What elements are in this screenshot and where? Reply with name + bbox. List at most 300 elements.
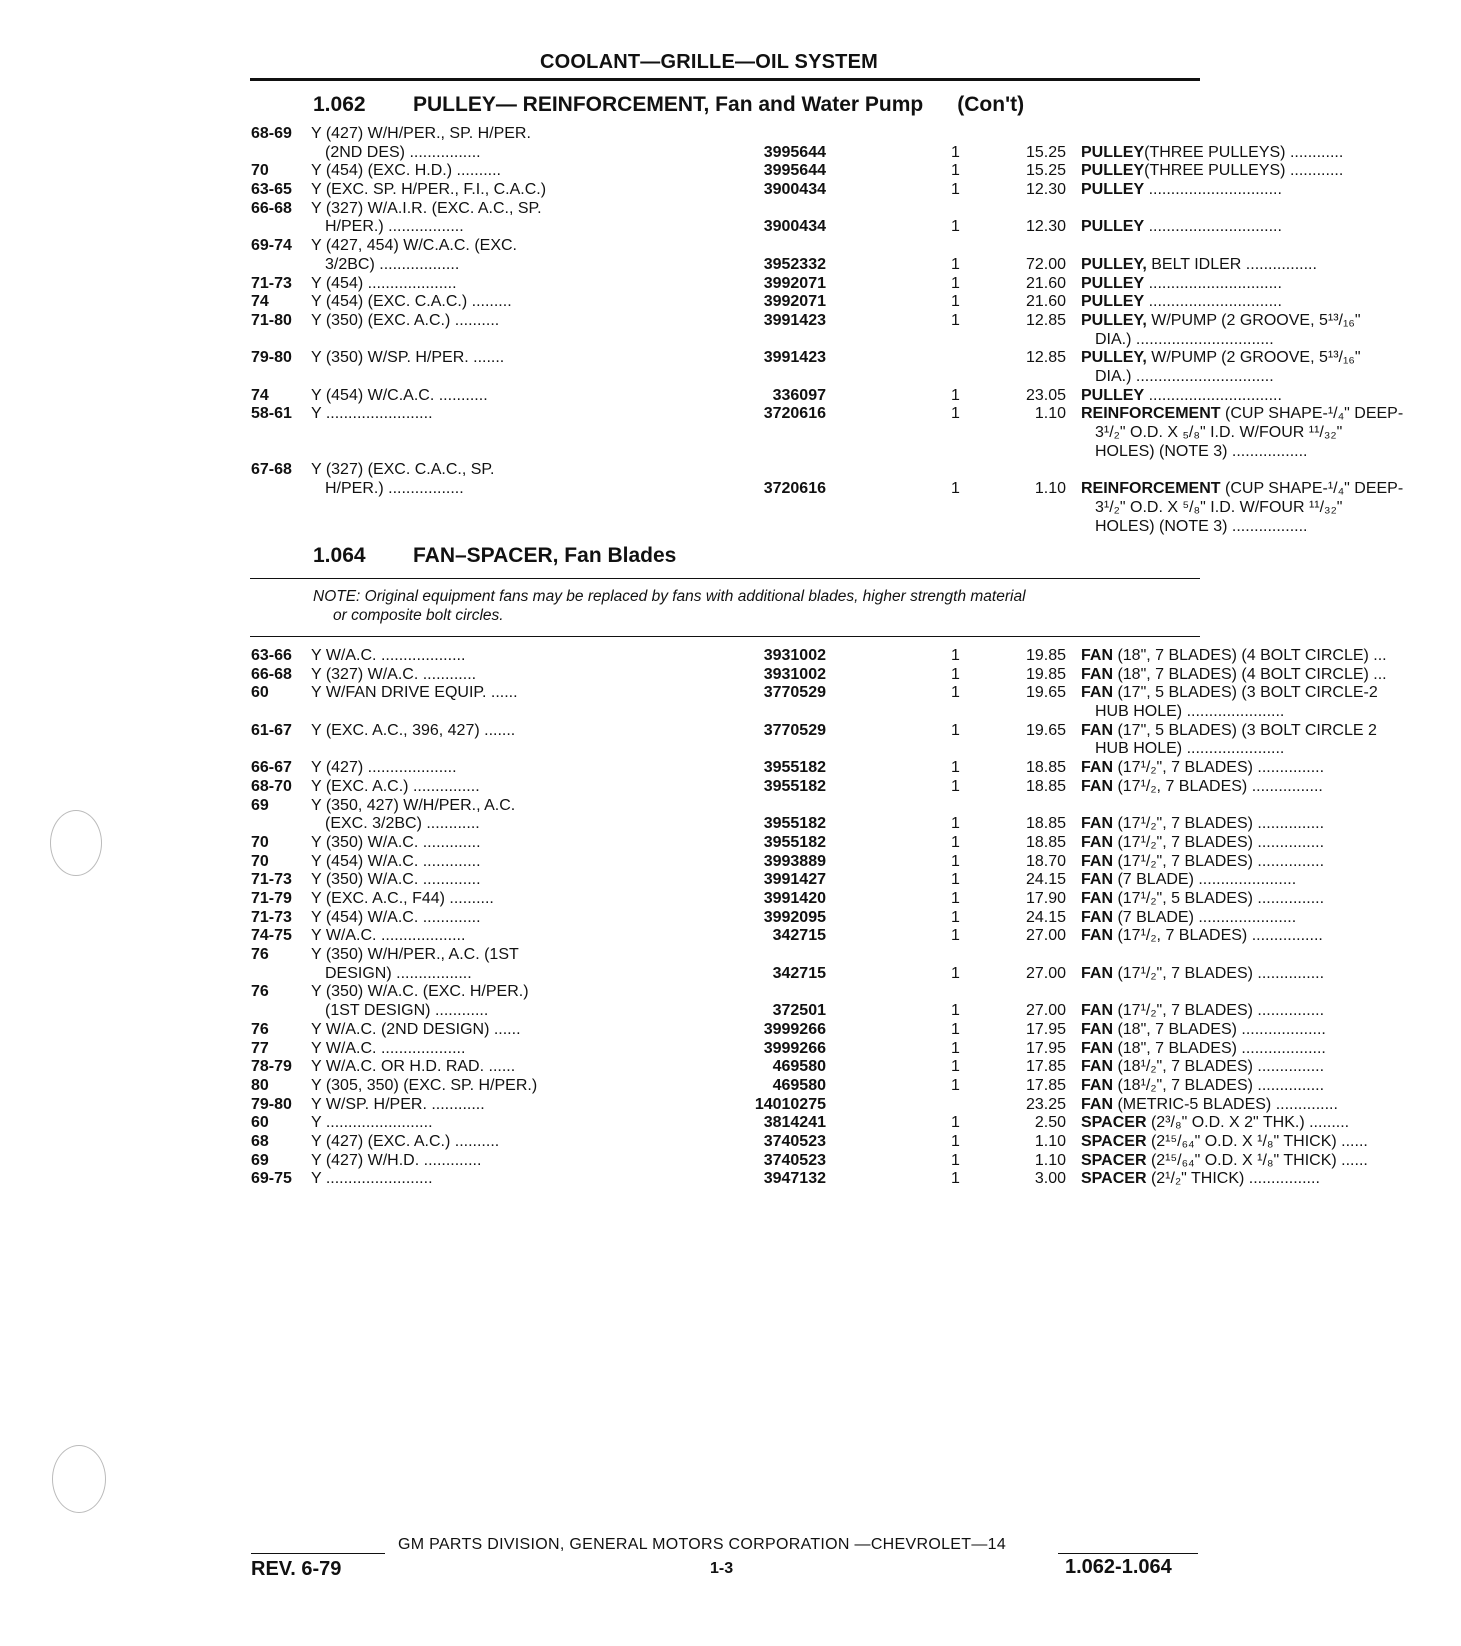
quantity: 1 bbox=[951, 1114, 960, 1132]
note-line: NOTE: Original equipment fans may be replaced by fans with additional blades, higher strength material bbox=[313, 588, 1026, 605]
description-line bbox=[1081, 349, 1461, 368]
description-line bbox=[1081, 684, 1461, 703]
description bbox=[1081, 144, 1461, 163]
model-years: 68 bbox=[251, 1132, 269, 1150]
price: 24.15 bbox=[1025, 908, 1066, 926]
note-line: or composite bolt circles. bbox=[333, 607, 504, 624]
description-keyword: FAN bbox=[1081, 1020, 1113, 1038]
part-number: 3991423 bbox=[763, 349, 826, 367]
model-years: 66-68 bbox=[251, 199, 292, 217]
description-keyword: FAN bbox=[1081, 889, 1113, 907]
description bbox=[1081, 218, 1461, 237]
description-detail: (18¹/₂", 7 BLADES) ............... bbox=[1113, 1058, 1325, 1076]
description bbox=[1081, 1002, 1461, 1021]
price: 12.85 bbox=[1025, 311, 1066, 329]
quantity: 1 bbox=[951, 647, 960, 664]
price: 19.65 bbox=[1025, 684, 1066, 702]
description bbox=[1081, 349, 1461, 386]
model-years: 60 bbox=[251, 684, 269, 702]
description bbox=[1081, 684, 1461, 721]
footer-section-range: 1.062-1.064 bbox=[1065, 1556, 1172, 1578]
model-years: 63-65 bbox=[251, 181, 292, 199]
section-title: PULLEY— REINFORCEMENT, Fan and Water Pump bbox=[413, 93, 924, 116]
model-years: 68-69 bbox=[251, 125, 292, 142]
application-line: Y (EXC. A.C., 396, 427) ....... bbox=[311, 721, 516, 739]
price: 15.25 bbox=[1025, 162, 1066, 180]
part-number: 3999266 bbox=[763, 1039, 826, 1057]
model-years: 77 bbox=[251, 1039, 269, 1057]
price: 21.60 bbox=[1025, 293, 1066, 311]
description-line: HOLES) (NOTE 3) ................. bbox=[1095, 517, 1308, 535]
description-detail: W/PUMP (2 GROOVE, 5¹³/₁₆" bbox=[1146, 349, 1361, 367]
description-keyword: FAN bbox=[1081, 1039, 1113, 1057]
application-line: Y W/A.C. ................... bbox=[311, 647, 466, 664]
description-line bbox=[1081, 1021, 1461, 1040]
model-years: 74 bbox=[251, 293, 269, 311]
fan-table bbox=[251, 647, 1387, 1189]
description-detail: (7 BLADE) ...................... bbox=[1113, 908, 1297, 926]
table-row bbox=[251, 181, 1282, 200]
table-row bbox=[251, 721, 1377, 759]
note-top-rule bbox=[250, 578, 1200, 579]
model-years: 61-67 bbox=[251, 721, 292, 739]
description-keyword: SPACER bbox=[1081, 1114, 1147, 1132]
description-line bbox=[1081, 1058, 1461, 1077]
quantity: 1 bbox=[951, 1058, 960, 1076]
part-number: 3991427 bbox=[763, 871, 826, 889]
quantity: 1 bbox=[951, 852, 960, 870]
description-line bbox=[1081, 666, 1461, 685]
punch-hole-mark bbox=[50, 810, 102, 876]
quantity: 1 bbox=[951, 1039, 960, 1057]
model-years: 63-66 bbox=[251, 647, 292, 664]
table-row bbox=[251, 461, 1404, 535]
application-line: H/PER.) ................. bbox=[325, 480, 464, 498]
quantity: 1 bbox=[951, 684, 960, 702]
description-line bbox=[1081, 387, 1461, 406]
description-line: 3¹/₂" O.D. X ⁵/₈" I.D. W/FOUR ¹¹/₃₂" bbox=[1095, 498, 1343, 516]
description-keyword: SPACER bbox=[1081, 1151, 1147, 1169]
part-number: 469580 bbox=[772, 1058, 826, 1076]
note-bottom-rule bbox=[250, 636, 1200, 637]
quantity: 1 bbox=[951, 162, 960, 180]
application-line: Y (327) W/A.I.R. (EXC. A.C., SP. bbox=[311, 199, 542, 217]
quantity: 1 bbox=[951, 143, 960, 161]
description bbox=[1081, 1040, 1461, 1059]
application-line: Y W/A.C. OR H.D. RAD. ...... bbox=[311, 1058, 516, 1076]
table-row bbox=[251, 293, 1282, 312]
description-line bbox=[1081, 1152, 1461, 1171]
description-line bbox=[1081, 256, 1461, 275]
application-line: Y W/A.C. ................... bbox=[311, 1039, 466, 1057]
description-line bbox=[1081, 1114, 1461, 1133]
quantity: 1 bbox=[951, 218, 960, 236]
model-years: 80 bbox=[251, 1076, 269, 1094]
description-line bbox=[1081, 647, 1461, 666]
price: 3.00 bbox=[1034, 1170, 1066, 1188]
table-row bbox=[251, 833, 1325, 853]
quantity: 1 bbox=[951, 1002, 960, 1020]
model-years: 71-79 bbox=[251, 889, 292, 907]
part-number: 3770529 bbox=[763, 721, 826, 739]
quantity: 1 bbox=[951, 721, 960, 739]
description-line: 3¹/₂" O.D. X ₅/₈" I.D. W/FOUR ¹¹/₃₂" bbox=[1095, 424, 1343, 442]
description-detail: (17¹/₂", 7 BLADES) ............... bbox=[1113, 1002, 1325, 1020]
footer-rule bbox=[251, 1553, 385, 1554]
price: 27.00 bbox=[1025, 1002, 1066, 1020]
description-detail: (METRIC-5 BLADES) .............. bbox=[1113, 1095, 1338, 1113]
description-keyword: PULLEY bbox=[1081, 293, 1145, 311]
description-detail: (2¹/₂" THICK) ................ bbox=[1146, 1170, 1320, 1188]
price: 24.15 bbox=[1025, 871, 1066, 889]
part-number: 3995644 bbox=[763, 162, 826, 180]
description-line: DIA.) ............................... bbox=[1095, 368, 1274, 386]
punch-hole-mark bbox=[52, 1445, 106, 1513]
description-detail: (17¹/₂, 7 BLADES) ................ bbox=[1113, 777, 1323, 795]
description-detail: .............................. bbox=[1144, 293, 1282, 311]
model-years: 70 bbox=[251, 833, 269, 851]
price: 19.65 bbox=[1025, 721, 1066, 739]
description-detail: .............................. bbox=[1144, 386, 1282, 404]
description-line: HOLES) (NOTE 3) ................. bbox=[1095, 442, 1308, 460]
description-line bbox=[1081, 218, 1461, 237]
table-row bbox=[251, 1151, 1368, 1171]
price: 27.00 bbox=[1025, 927, 1066, 945]
description-keyword: FAN bbox=[1081, 871, 1113, 889]
application-line: Y (454) W/C.A.C. ........... bbox=[311, 386, 488, 404]
description-detail: (2¹⁵/₆₄" O.D. X ¹/₈" THICK) ...... bbox=[1146, 1151, 1368, 1169]
description-keyword: SPACER bbox=[1081, 1170, 1147, 1188]
description bbox=[1081, 666, 1461, 685]
description-keyword: FAN bbox=[1081, 927, 1113, 945]
table-row bbox=[251, 983, 1325, 1020]
application-line: Y (350) W/A.C. ............. bbox=[311, 871, 481, 889]
table-row bbox=[251, 386, 1282, 406]
part-number: 336097 bbox=[772, 386, 826, 404]
table-row bbox=[251, 871, 1297, 890]
description-keyword: FAN bbox=[1081, 908, 1113, 926]
application-line: Y ........................ bbox=[311, 405, 433, 423]
table-row bbox=[251, 852, 1325, 872]
model-years: 76 bbox=[251, 946, 269, 964]
description-detail: (17¹/₂", 7 BLADES) ............... bbox=[1113, 833, 1325, 851]
application-line: Y W/A.C. (2ND DESIGN) ...... bbox=[311, 1020, 521, 1038]
application-line: Y (454) (EXC. C.A.C.) ......... bbox=[311, 293, 512, 311]
part-number: 3992071 bbox=[763, 293, 826, 311]
price: 1.10 bbox=[1034, 405, 1066, 423]
description-line bbox=[1081, 778, 1461, 797]
price: 18.85 bbox=[1025, 833, 1066, 851]
section-title: FAN–SPACER, Fan Blades bbox=[413, 544, 677, 567]
price: 18.70 bbox=[1025, 852, 1066, 870]
table-row bbox=[251, 274, 1282, 294]
quantity: 1 bbox=[951, 1170, 960, 1188]
table-row bbox=[251, 889, 1325, 909]
description bbox=[1081, 1096, 1461, 1115]
description-line bbox=[1081, 890, 1461, 909]
price: 18.85 bbox=[1025, 759, 1066, 777]
description-detail: (17¹/₂", 7 BLADES) ............... bbox=[1113, 759, 1325, 777]
part-number: 3991420 bbox=[763, 889, 826, 907]
part-number: 3992071 bbox=[763, 274, 826, 292]
description-line bbox=[1081, 312, 1461, 331]
application-line: Y (350) W/H/PER., A.C. (1ST bbox=[311, 946, 519, 964]
description bbox=[1081, 312, 1461, 349]
description-keyword: PULLEY bbox=[1081, 386, 1145, 404]
description bbox=[1081, 293, 1461, 312]
description-keyword: FAN bbox=[1081, 777, 1113, 795]
description-line bbox=[1081, 480, 1461, 499]
quantity: 1 bbox=[951, 386, 960, 404]
price: 12.85 bbox=[1025, 349, 1066, 367]
part-number: 372501 bbox=[772, 1002, 826, 1020]
part-number: 342715 bbox=[772, 964, 826, 982]
description-detail: (THREE PULLEYS) ............ bbox=[1144, 143, 1344, 161]
description-keyword: FAN bbox=[1081, 852, 1113, 870]
price: 17.85 bbox=[1025, 1058, 1066, 1076]
description-keyword: PULLEY, bbox=[1081, 255, 1147, 273]
model-years: 74-75 bbox=[251, 927, 292, 945]
table-row bbox=[251, 405, 1404, 461]
description-keyword: REINFORCEMENT bbox=[1081, 405, 1221, 423]
quantity: 1 bbox=[951, 1151, 960, 1169]
quantity: 1 bbox=[951, 833, 960, 851]
table-row bbox=[251, 162, 1344, 181]
application-line: Y W/SP. H/PER. ............ bbox=[311, 1095, 485, 1113]
description-keyword: PULLEY, bbox=[1081, 311, 1147, 329]
page-title: COOLANT—GRILLE—OIL SYSTEM bbox=[540, 51, 878, 73]
quantity: 1 bbox=[951, 293, 960, 311]
description bbox=[1081, 1170, 1461, 1189]
application-line: DESIGN) ................. bbox=[325, 964, 472, 982]
part-number: 3999266 bbox=[763, 1020, 826, 1038]
price: 12.30 bbox=[1025, 218, 1066, 236]
model-years: 67-68 bbox=[251, 461, 292, 479]
description-detail: (7 BLADE) ...................... bbox=[1113, 871, 1297, 889]
application-line: (1ST DESIGN) ............ bbox=[325, 1002, 489, 1020]
description-keyword: SPACER bbox=[1081, 1132, 1147, 1150]
description-detail: (18¹/₂", 7 BLADES) ............... bbox=[1113, 1076, 1325, 1094]
description-detail: (CUP SHAPE-¹/₄" DEEP- bbox=[1220, 480, 1404, 498]
table-row bbox=[251, 311, 1361, 349]
price: 15.25 bbox=[1025, 143, 1066, 161]
description-detail: (17¹/₂", 7 BLADES) ............... bbox=[1113, 852, 1325, 870]
part-number: 3955182 bbox=[763, 815, 826, 833]
description-line bbox=[1081, 1170, 1461, 1189]
part-number: 3900434 bbox=[763, 181, 826, 199]
section-number: 1.062 bbox=[313, 93, 366, 116]
description-detail: .............................. bbox=[1144, 181, 1282, 199]
description-detail: (17", 5 BLADES) (3 BOLT CIRCLE 2 bbox=[1113, 721, 1377, 739]
part-number: 3947132 bbox=[763, 1170, 826, 1188]
description-detail: (18", 7 BLADES) (4 BOLT CIRCLE) ... bbox=[1113, 665, 1387, 683]
price: 72.00 bbox=[1025, 255, 1066, 273]
description-line bbox=[1081, 965, 1461, 984]
part-number: 3740523 bbox=[763, 1151, 826, 1169]
section-continued: (Con't) bbox=[957, 93, 1025, 116]
table-row bbox=[251, 665, 1387, 685]
price: 18.85 bbox=[1025, 777, 1066, 795]
quantity: 1 bbox=[951, 815, 960, 833]
table-row bbox=[251, 1170, 1320, 1189]
footer-publisher: GM PARTS DIVISION, GENERAL MOTORS CORPORATION —CHEVROLET—14 bbox=[398, 1536, 1007, 1553]
description-detail: (CUP SHAPE-¹/₄" DEEP- bbox=[1220, 405, 1404, 423]
price: 12.30 bbox=[1025, 181, 1066, 199]
table-row bbox=[251, 349, 1361, 386]
part-number: 3720616 bbox=[763, 480, 826, 498]
table-row bbox=[251, 647, 1387, 666]
description bbox=[1081, 387, 1461, 406]
price: 19.85 bbox=[1025, 665, 1066, 683]
quantity: 1 bbox=[951, 759, 960, 777]
price: 1.10 bbox=[1034, 480, 1066, 498]
description-line bbox=[1081, 293, 1461, 312]
table-row bbox=[251, 1076, 1325, 1096]
description-line bbox=[1081, 162, 1461, 181]
table-row bbox=[251, 237, 1317, 274]
application-line: Y (EXC. A.C., F44) .......... bbox=[311, 889, 494, 907]
application-line: Y (350, 427) W/H/PER., A.C. bbox=[311, 796, 516, 814]
description-line bbox=[1081, 275, 1461, 294]
application-line: Y (454) (EXC. H.D.) .......... bbox=[311, 162, 501, 180]
quantity: 1 bbox=[951, 1076, 960, 1094]
section-heading-pulley bbox=[313, 93, 1024, 117]
description-keyword: FAN bbox=[1081, 833, 1113, 851]
description bbox=[1081, 1133, 1461, 1152]
quantity: 1 bbox=[951, 181, 960, 199]
description bbox=[1081, 256, 1461, 275]
description-keyword: FAN bbox=[1081, 721, 1113, 739]
description bbox=[1081, 965, 1461, 984]
application-line: Y (EXC. A.C.) ............... bbox=[311, 777, 480, 795]
table-row bbox=[251, 125, 1344, 162]
description bbox=[1081, 1077, 1461, 1096]
description bbox=[1081, 162, 1461, 181]
application-line: Y (427, 454) W/C.A.C. (EXC. bbox=[311, 237, 517, 255]
description-detail: (18", 7 BLADES) (4 BOLT CIRCLE) ... bbox=[1113, 647, 1387, 664]
price: 18.85 bbox=[1025, 815, 1066, 833]
description-detail: (2¹⁵/₆₄" O.D. X ¹/₈" THICK) ...... bbox=[1146, 1132, 1368, 1150]
application-line: Y (EXC. SP. H/PER., F.I., C.A.C.) bbox=[311, 181, 547, 199]
table-row bbox=[251, 908, 1297, 928]
footer-page-number: 1-3 bbox=[710, 1560, 734, 1577]
description-keyword: PULLEY bbox=[1081, 181, 1145, 199]
application-line: Y (454) W/A.C. ............. bbox=[311, 852, 481, 870]
table-row bbox=[251, 796, 1325, 834]
application-line: (EXC. 3/2BC) ............ bbox=[325, 815, 480, 833]
description-detail: (17¹/₂", 7 BLADES) ............... bbox=[1113, 815, 1325, 833]
description-line bbox=[1081, 871, 1461, 890]
description bbox=[1081, 909, 1461, 928]
application-line: Y (350) W/A.C. (EXC. H/PER.) bbox=[311, 983, 529, 1001]
table-row bbox=[251, 1058, 1325, 1077]
description-line bbox=[1081, 834, 1461, 853]
quantity: 1 bbox=[951, 777, 960, 795]
price: 21.60 bbox=[1025, 274, 1066, 292]
part-number: 3720616 bbox=[763, 405, 826, 423]
quantity: 1 bbox=[951, 665, 960, 683]
table-row bbox=[251, 927, 1323, 946]
part-number: 3992095 bbox=[763, 908, 826, 926]
application-line: Y (427) W/H/PER., SP. H/PER. bbox=[311, 125, 531, 142]
description-detail: (17", 5 BLADES) (3 BOLT CIRCLE-2 bbox=[1113, 684, 1378, 702]
price: 17.90 bbox=[1025, 889, 1066, 907]
application-line: Y W/A.C. ................... bbox=[311, 927, 466, 945]
section-number: 1.064 bbox=[313, 544, 366, 567]
quantity: 1 bbox=[951, 405, 960, 423]
application-line: Y (327) (EXC. C.A.C., SP. bbox=[311, 461, 495, 479]
application-line: Y (427) .................... bbox=[311, 759, 457, 777]
quantity: 1 bbox=[951, 908, 960, 926]
table-row bbox=[251, 684, 1378, 721]
description-line bbox=[1081, 1002, 1461, 1021]
application-line: Y (327) W/A.C. ............ bbox=[311, 665, 477, 683]
quantity: 1 bbox=[951, 274, 960, 292]
price: 17.95 bbox=[1025, 1020, 1066, 1038]
quantity: 1 bbox=[951, 1020, 960, 1038]
description-keyword: PULLEY bbox=[1081, 162, 1145, 180]
part-number: 3955182 bbox=[763, 759, 826, 777]
description-detail: (2³/₈" O.D. X 2" THK.) ......... bbox=[1146, 1114, 1350, 1132]
application-line: H/PER.) ................. bbox=[325, 218, 464, 236]
description-keyword: FAN bbox=[1081, 647, 1113, 664]
description-keyword: FAN bbox=[1081, 665, 1113, 683]
part-number: 3955182 bbox=[763, 777, 826, 795]
model-years: 71-73 bbox=[251, 274, 292, 292]
description bbox=[1081, 405, 1461, 461]
application-line: 3/2BC) .................. bbox=[325, 255, 460, 273]
model-years: 69-74 bbox=[251, 237, 292, 255]
price: 27.00 bbox=[1025, 964, 1066, 982]
model-years: 69 bbox=[251, 1151, 269, 1169]
part-number: 3952332 bbox=[763, 255, 826, 273]
part-number: 3931002 bbox=[763, 647, 826, 664]
part-number: 3955182 bbox=[763, 833, 826, 851]
description-detail: (18", 7 BLADES) ................... bbox=[1113, 1039, 1326, 1057]
model-years: 68-70 bbox=[251, 777, 292, 795]
description-detail: BELT IDLER ................ bbox=[1146, 255, 1317, 273]
description-detail: (17¹/₂, 7 BLADES) ................ bbox=[1113, 927, 1323, 945]
model-years: 66-67 bbox=[251, 759, 292, 777]
application-line: (2ND DES) ................ bbox=[325, 143, 481, 161]
section-heading-fan bbox=[313, 544, 676, 568]
model-years: 66-68 bbox=[251, 665, 292, 683]
description bbox=[1081, 1021, 1461, 1040]
part-number: 3814241 bbox=[763, 1114, 826, 1132]
model-years: 76 bbox=[251, 983, 269, 1001]
description-line bbox=[1081, 181, 1461, 200]
price: 1.10 bbox=[1034, 1151, 1066, 1169]
description-detail: (THREE PULLEYS) ............ bbox=[1144, 162, 1344, 180]
part-number: 3995644 bbox=[763, 143, 826, 161]
table-row bbox=[251, 199, 1282, 237]
price: 19.85 bbox=[1025, 647, 1066, 664]
table-row bbox=[251, 1095, 1338, 1115]
description bbox=[1081, 480, 1461, 536]
pulley-table bbox=[251, 125, 1404, 535]
table-row bbox=[251, 777, 1323, 797]
quantity: 1 bbox=[951, 255, 960, 273]
quantity: 1 bbox=[951, 889, 960, 907]
part-number: 14010275 bbox=[754, 1095, 826, 1113]
price: 23.05 bbox=[1025, 386, 1066, 404]
application-line: Y (427) (EXC. A.C.) .......... bbox=[311, 1132, 500, 1150]
application-line: Y (350) W/SP. H/PER. ....... bbox=[311, 349, 505, 367]
description-line bbox=[1081, 144, 1461, 163]
application-line: Y (427) W/H.D. ............. bbox=[311, 1151, 482, 1169]
description-detail: (17¹/₂", 7 BLADES) ............... bbox=[1113, 964, 1325, 982]
description-keyword: FAN bbox=[1081, 684, 1113, 702]
